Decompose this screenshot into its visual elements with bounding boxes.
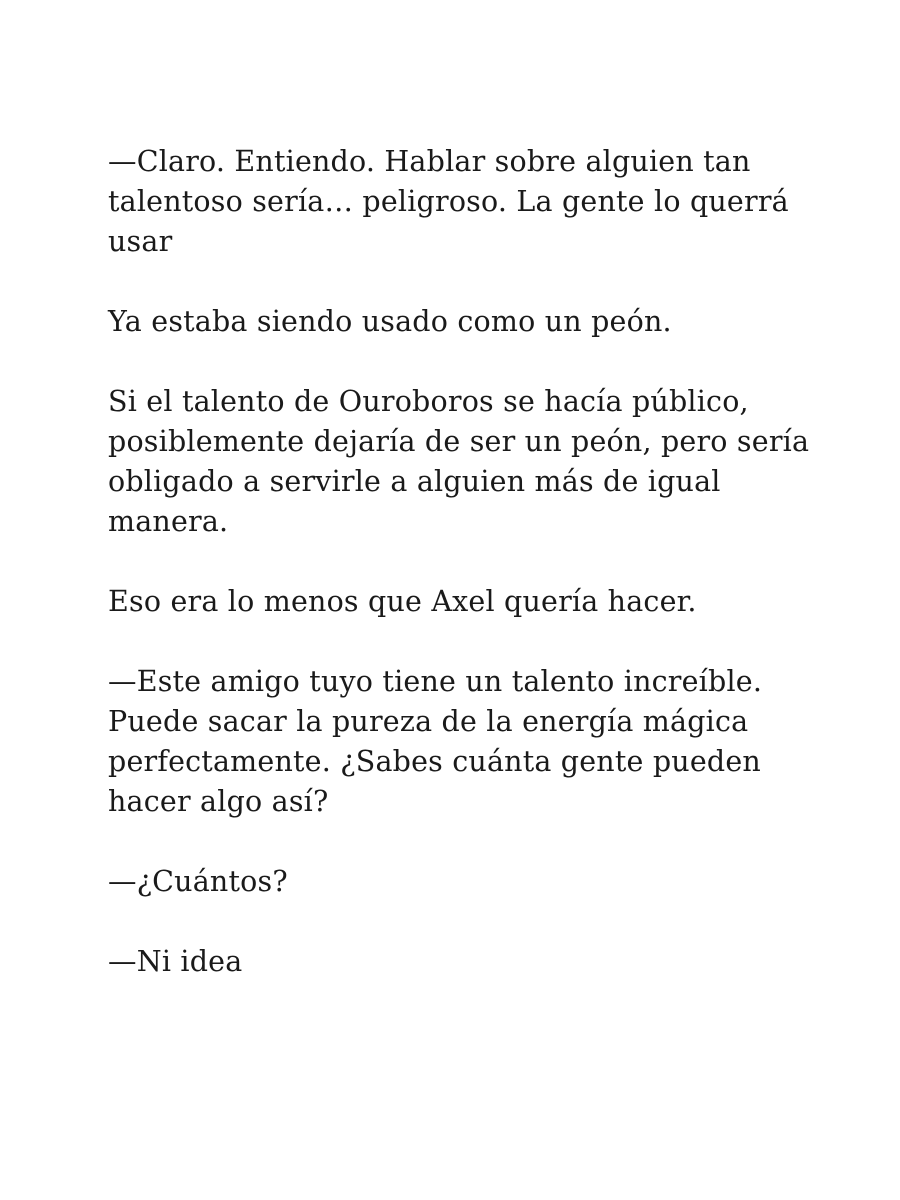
text-line: hacer algo así? bbox=[108, 785, 329, 818]
paragraph-dialogue-claro bbox=[108, 142, 808, 262]
paragraph-dialogue-cuantos bbox=[108, 862, 808, 902]
document-page bbox=[108, 142, 808, 1022]
text-line: —¿Cuántos? bbox=[108, 865, 288, 898]
text-line: Si el talento de Ouroboros se hacía público, bbox=[108, 385, 749, 418]
text-line: Eso era lo menos que Axel quería hacer. bbox=[108, 585, 697, 618]
text-line: —Ni idea bbox=[108, 945, 243, 978]
text-line: posiblemente dejaría de ser un peón, pero sería bbox=[108, 425, 810, 458]
paragraph-dialogue-ni-idea bbox=[108, 942, 808, 982]
text-line: Puede sacar la pureza de la energía mágica bbox=[108, 705, 749, 738]
text-line: —Este amigo tuyo tiene un talento increíble. bbox=[108, 665, 763, 698]
text-line: —Claro. Entiendo. Hablar sobre alguien tan bbox=[108, 145, 751, 178]
paragraph-dialogue-amigo bbox=[108, 662, 808, 822]
paragraph-ouroboros bbox=[108, 382, 808, 542]
paragraph-axel bbox=[108, 582, 808, 622]
paragraph-peon bbox=[108, 302, 808, 342]
text-line: Ya estaba siendo usado como un peón. bbox=[108, 305, 672, 338]
text-line: talentoso sería… peligroso. La gente lo querrá bbox=[108, 185, 789, 218]
text-line: perfectamente. ¿Sabes cuánta gente pueden bbox=[108, 745, 761, 778]
text-line: obligado a servirle a alguien más de igual bbox=[108, 465, 721, 498]
text-line: manera. bbox=[108, 505, 229, 538]
text-line: usar bbox=[108, 225, 173, 258]
